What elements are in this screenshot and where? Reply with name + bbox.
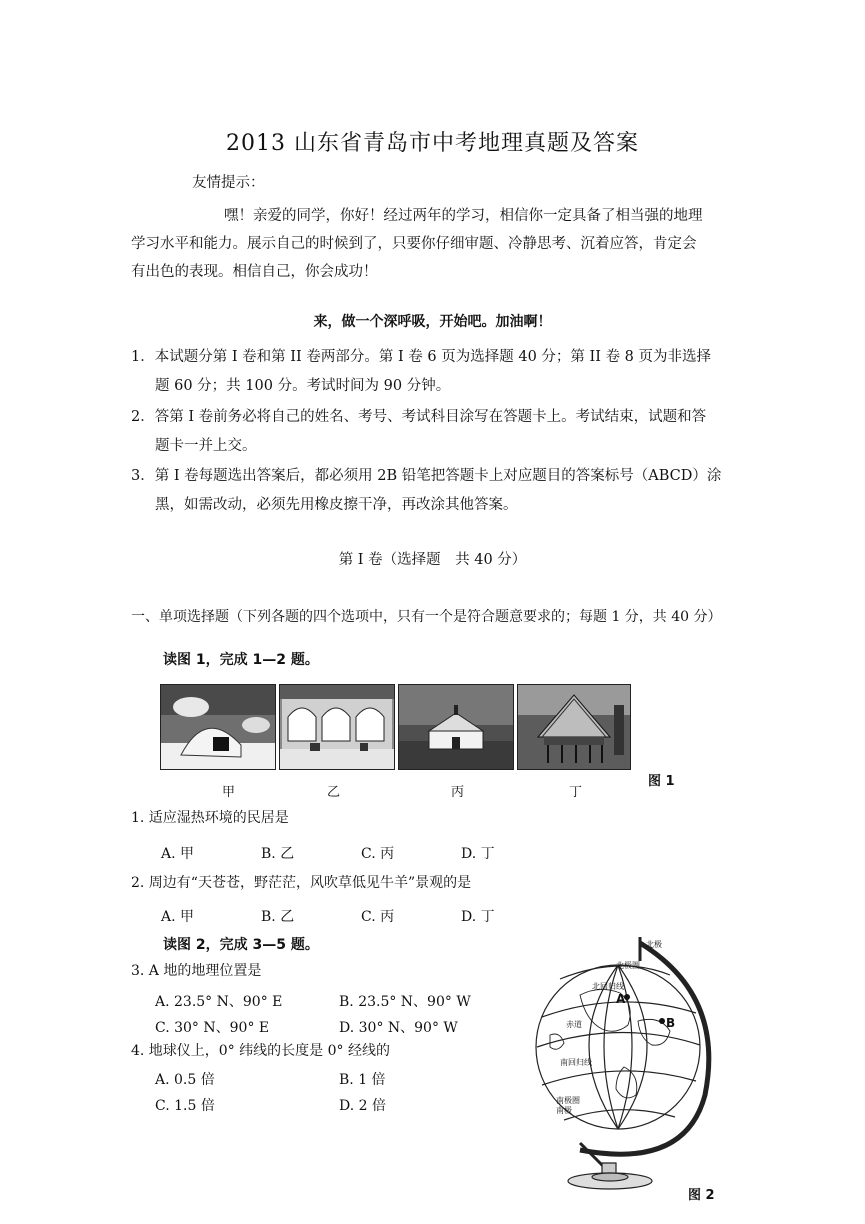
q2-option-b: B. 乙 (261, 909, 295, 925)
fig1-caption-jia: 甲 (222, 785, 236, 800)
q3-option-c: C. 30° N、90° E (155, 1020, 270, 1036)
q4-option-b: B. 1 倍 (339, 1072, 386, 1088)
q2-option-c: C. 丙 (361, 909, 395, 925)
q4-option-c: C. 1.5 倍 (155, 1098, 215, 1114)
q4-option-d: D. 2 倍 (339, 1098, 386, 1114)
intro-line-3: 有出色的表现。相信自己，你会成功！ (131, 264, 378, 280)
globe-label-north-pole: 北极 (646, 940, 662, 949)
q1-option-a: A. 甲 (161, 846, 195, 862)
q1-option-d: D. 丁 (461, 846, 495, 862)
q3-stem: 3. A 地的地理位置是 (131, 963, 262, 979)
q2-option-d: D. 丁 (461, 909, 495, 925)
rule-2-line-2: 题卡一并上交。 (155, 438, 257, 454)
rule-2-line-1: 2．答第 I 卷前务必将自己的姓名、考号、考试科目涂写在答题卡上。考试结束，试题和答 (131, 409, 707, 425)
photo-cave-dwelling (279, 684, 395, 770)
fig1-label: 图 1 (648, 774, 675, 789)
photo-stilt-house (517, 684, 631, 770)
globe-figure (520, 935, 720, 1197)
q3-option-a: A. 23.5° N、90° E (155, 994, 283, 1010)
q2-stem: 2. 周边有“天苍苍，野茫茫，风吹草低见牛羊”景观的是 (131, 875, 472, 891)
fig2-label: 图 2 (688, 1188, 715, 1203)
globe-label-antarctic-circle: 南极圈 (556, 1096, 580, 1105)
tip-label: 友情提示： (192, 175, 265, 191)
globe-point-a: A (616, 992, 626, 1006)
fig2-instruction: 读图 2，完成 3—5 题。 (163, 937, 319, 953)
intro-line-2: 学习水平和能力。展示自己的时候到了，只要你仔细审题、冷静思考、沉着应答，肯定会 (131, 236, 697, 252)
fig1-caption-yi: 乙 (327, 785, 341, 800)
globe-label-arctic-circle: 北极圈 (616, 961, 640, 970)
q1-stem: 1. 适应湿热环境的民居是 (131, 810, 289, 826)
photo-igloo (160, 684, 276, 770)
q4-option-a: A. 0.5 倍 (155, 1072, 215, 1088)
rule-1-line-2: 题 60 分；共 100 分。考试时间为 90 分钟。 (155, 378, 451, 394)
globe-label-tropic-capricorn: 南回归线 (560, 1058, 592, 1067)
q1-option-b: B. 乙 (261, 846, 295, 862)
q4-stem: 4. 地球仪上，0° 纬线的长度是 0° 经线的 (131, 1043, 390, 1059)
cheer-text: 来，做一个深呼吸，开始吧。加油啊！ (313, 314, 552, 330)
globe-label-south-pole: 南极 (556, 1106, 572, 1115)
rule-1-line-1: 1．本试题分第 I 卷和第 II 卷两部分。第 I 卷 6 页为选择题 40 分；第 II 卷 8 页为非选择 (131, 349, 712, 365)
intro-line-1: 嘿！亲爱的同学，你好！经过两年的学习，相信你一定具备了相当强的地理 (224, 208, 703, 224)
part-title: 一、单项选择题（下列各题的四个选项中，只有一个是符合题意要求的；每题 1 分，共 40 分） (131, 609, 722, 625)
photo-yurt (398, 684, 514, 770)
fig1-caption-bing: 丙 (451, 785, 465, 800)
globe-label-equator: 赤道 (566, 1020, 582, 1029)
globe-label-tropic-cancer: 北回归线 (592, 982, 624, 991)
globe-point-b: B (666, 1016, 676, 1030)
q1-option-c: C. 丙 (361, 846, 395, 862)
q2-option-a: A. 甲 (161, 909, 195, 925)
q3-option-b: B. 23.5° N、90° W (339, 994, 471, 1010)
section-title: 第 I 卷（选择题 共 40 分） (338, 552, 527, 568)
fig1-caption-ding: 丁 (569, 785, 583, 800)
rule-3-line-2: 黑，如需改动，必须先用橡皮擦干净，再改涂其他答案。 (155, 497, 518, 513)
fig1-instruction: 读图 1，完成 1—2 题。 (163, 652, 319, 668)
rule-3-line-1: 3．第 I 卷每题选出答案后，都必须用 2B 铅笔把答题卡上对应题目的答案标号（ABCD）涂 (131, 468, 722, 484)
q3-option-d: D. 30° N、90° W (339, 1020, 458, 1036)
page-title: 2013 山东省青岛市中考地理真题及答案 (226, 131, 639, 156)
